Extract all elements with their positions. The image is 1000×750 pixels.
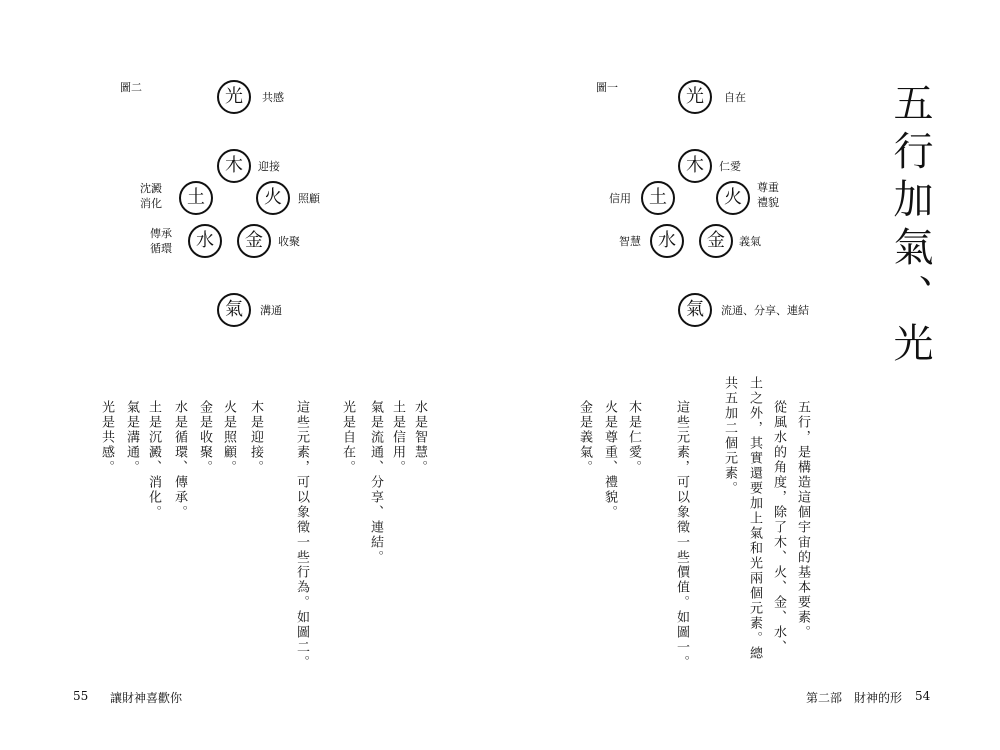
light-node: 光 — [678, 80, 712, 114]
water-label-line-2: 循環 — [150, 242, 172, 255]
text-column: 氣是溝通。 — [124, 400, 139, 475]
left-running-title: 讓財神喜歡你 — [110, 691, 183, 705]
figure-1-label: 圖一 — [596, 81, 618, 94]
earth-node: 土 — [179, 181, 213, 215]
text-column: 火是照顧。 — [221, 400, 236, 475]
water-label-line-1: 傳承 — [150, 227, 172, 240]
fire-label-line-2: 禮貌 — [757, 196, 779, 209]
right-section-title: 第二部 財神的形 — [806, 691, 903, 705]
fire-node-label: 照顧 — [298, 192, 320, 205]
text-column: 共五加二個元素。 — [722, 376, 737, 496]
text-column: 這些元素，可以象徵一些行為。如圖二。 — [294, 400, 309, 670]
text-column: 五行，是構造這個宇宙的基本要素。 — [795, 400, 810, 640]
light-node-label: 共感 — [262, 91, 284, 104]
text-column: 金是收聚。 — [197, 400, 212, 475]
metal-node: 金 — [699, 224, 733, 258]
wood-node-label: 迎接 — [258, 160, 280, 173]
fire-label-line-1: 尊重 — [757, 181, 779, 194]
text-column: 金是義氣。 — [577, 400, 592, 475]
text-column: 火是尊重、禮貌。 — [602, 400, 617, 520]
text-column: 土是沉澱、消化。 — [146, 400, 161, 520]
left-page-number: 55 — [73, 689, 89, 703]
text-column: 水是循環、傳承。 — [172, 400, 187, 520]
light-node-label: 自在 — [724, 91, 746, 104]
qi-node-label: 流通、分享、連結 — [721, 304, 809, 317]
earth-label-line-2: 消化 — [140, 197, 162, 210]
text-column: 氣是流通、分享、連結。 — [368, 400, 383, 565]
earth-node-label: 信用 — [609, 192, 631, 205]
text-column: 土是信用。 — [390, 400, 405, 475]
metal-node-label: 收聚 — [278, 235, 300, 248]
water-node-label — [150, 226, 172, 256]
fire-node-label — [757, 180, 779, 210]
text-column: 光是自在。 — [340, 400, 355, 475]
text-column: 光是共感。 — [99, 400, 114, 475]
text-column: 從風水的角度，除了木、火、金、水、 — [771, 400, 786, 655]
wood-node: 木 — [217, 149, 251, 183]
text-column: 木是仁愛。 — [626, 400, 641, 475]
qi-node: 氣 — [678, 293, 712, 327]
wood-node: 木 — [678, 149, 712, 183]
fire-node: 火 — [716, 181, 750, 215]
text-column: 木是迎接。 — [248, 400, 263, 475]
text-column: 土之外，其實還要加上氣和光兩個元素。總 — [747, 376, 762, 661]
water-node-label: 智慧 — [619, 235, 641, 248]
water-node: 水 — [188, 224, 222, 258]
right-page-number: 54 — [915, 689, 931, 703]
wood-node-label: 仁愛 — [719, 160, 741, 173]
text-column: 這些元素，可以象徵一些價值。如圖一。 — [674, 400, 689, 670]
water-node: 水 — [650, 224, 684, 258]
figure-2-label: 圖二 — [120, 81, 142, 94]
metal-node-label: 義氣 — [739, 235, 761, 248]
fire-node: 火 — [256, 181, 290, 215]
qi-node-label: 溝通 — [260, 304, 282, 317]
chapter-title: 五行加氣、光 — [887, 82, 933, 370]
earth-label-line-1: 沈澱 — [140, 182, 162, 195]
metal-node: 金 — [237, 224, 271, 258]
qi-node: 氣 — [217, 293, 251, 327]
light-node: 光 — [217, 80, 251, 114]
earth-node-label — [140, 181, 162, 211]
text-column: 水是智慧。 — [412, 400, 427, 475]
earth-node: 土 — [641, 181, 675, 215]
